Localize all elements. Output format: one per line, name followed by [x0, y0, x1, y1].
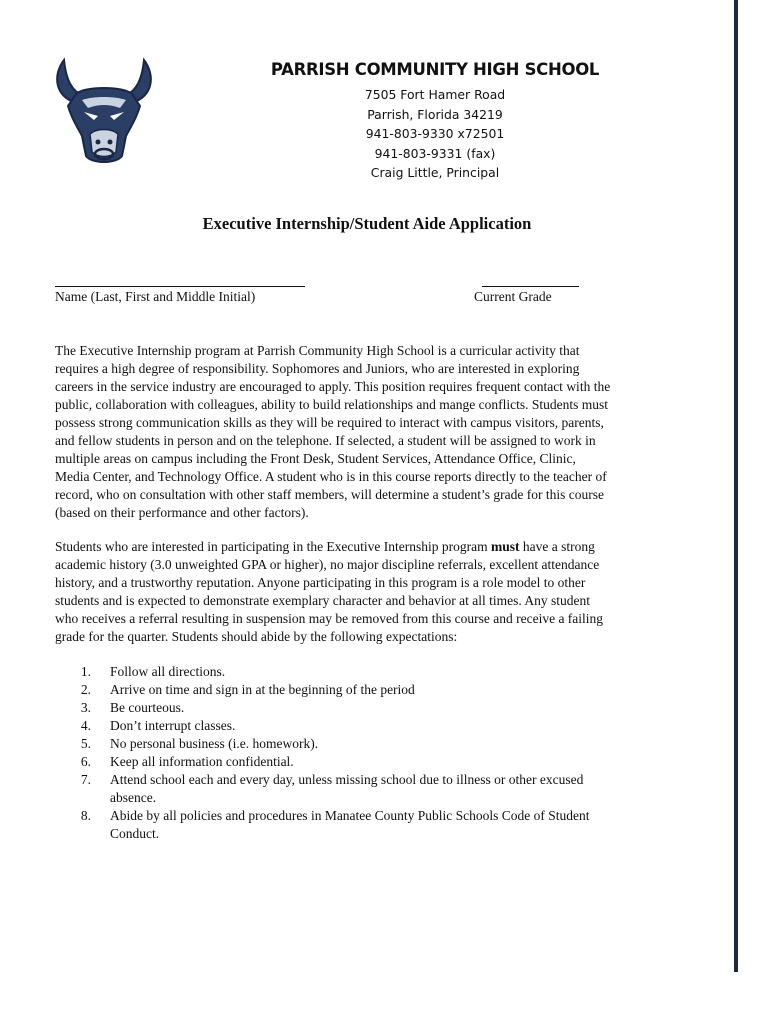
paragraph-line: and fellow students in person and on the telephone. If selected, a student will be assigned to work in [55, 433, 596, 448]
paragraph-line: The Executive Internship program at Parrish Community High School is a curricular activity that [55, 343, 580, 358]
school-name: PARRISH COMMUNITY HIGH SCHOOL [270, 60, 600, 79]
expectations-list [55, 663, 675, 843]
expectation-number: 8. [80, 808, 91, 823]
grade-field-label: Current Grade [474, 289, 552, 304]
expectation-text-line: Follow all directions. [110, 664, 226, 679]
expectation-number: 1. [80, 664, 91, 679]
paragraph-line: history, and a trustworthy reputation. Anyone participating in this program is a role model to other [55, 575, 586, 590]
expectation-text-line: No personal business (i.e. homework). [110, 736, 319, 751]
expectation-text-line: Don’t interrupt classes. [110, 718, 236, 733]
paragraph-line: multiple areas on campus including the Front Desk, Student Services, Attendance Office, Clinic, [55, 451, 576, 466]
name-field-line[interactable] [55, 286, 305, 287]
document-title: Executive Internship/Student Aide Application [202, 214, 532, 233]
paragraph-line: Students who are interested in participating in the Executive Internship program must have a strong [55, 539, 595, 554]
expectation-item [55, 735, 675, 753]
paragraph-line: who receives a referral resulting in suspension may be removed from this course and receive a failing [55, 611, 604, 626]
expectation-text-line: absence. [110, 790, 157, 805]
name-field-label: Name (Last, First and Middle Initial) [55, 289, 256, 304]
paragraph-line: requires a high degree of responsibility. Sophomores and Juniors, who are interested in exploring [55, 361, 580, 376]
grade-field-line[interactable] [482, 286, 579, 287]
expectation-text-line: Attend school each and every day, unless missing school due to illness or other excused [110, 772, 584, 787]
expectation-text [110, 717, 235, 735]
expectation-number: 4. [80, 718, 91, 733]
paragraph-line: public, collaboration with colleagues, ability to build relationships and mange conflicts. Students must [55, 397, 609, 412]
paragraph-line: students and is expected to demonstrate exemplary character and behavior at all times. Any student [55, 593, 590, 608]
fax-number: 941-803-9331 (fax) [374, 145, 496, 161]
paragraph-line: careers in the service industry are encouraged to apply. This position requires frequent contact with the [55, 379, 611, 394]
expectation-text-line: Conduct. [110, 826, 160, 841]
expectation-number: 6. [80, 754, 91, 769]
expectation-text [110, 699, 184, 717]
page-edge-rule [734, 0, 738, 972]
expectation-item [55, 681, 675, 699]
expectation-text [110, 807, 590, 843]
paragraph-line: academic history (3.0 unweighted GPA or higher), no major discipline referrals, excellent attendance [55, 557, 600, 572]
expectation-number: 2. [80, 682, 91, 697]
expectation-text-line: Arrive on time and sign in at the beginning of the period [110, 682, 415, 697]
letterhead [240, 60, 630, 183]
expectation-item [55, 663, 675, 681]
address-city: Parrish, Florida 34219 [367, 106, 503, 122]
expectation-item [55, 753, 675, 771]
emphasis-must: must [491, 539, 520, 554]
expectation-text [110, 771, 583, 807]
expectation-text [110, 663, 225, 681]
expectation-number: 5. [80, 736, 91, 751]
expectation-item [55, 699, 675, 717]
expectation-text-line: Abide by all policies and procedures in Manatee County Public Schools Code of Student [110, 808, 590, 823]
expectation-item [55, 771, 675, 807]
paragraph-line: record, who on consultation with other staff members, will determine a student’s grade for this course [55, 487, 604, 502]
address-street: 7505 Fort Hamer Road [364, 87, 506, 102]
expectation-number: 3. [80, 700, 91, 715]
paragraph-line: possess strong communication skills as they will be required to interact with campus visitors, parents, [55, 415, 604, 430]
bull-head-icon [50, 56, 158, 168]
paragraph-line: (based on their performance and other factors). [55, 505, 309, 520]
expectation-number: 7. [80, 772, 91, 787]
requirements-paragraph [55, 538, 680, 646]
expectation-text [110, 681, 415, 699]
expectation-text-line: Keep all information confidential. [110, 754, 294, 769]
program-description-paragraph [55, 342, 680, 522]
expectation-item [55, 717, 675, 735]
phone-number: 941-803-9330 x72501 [365, 126, 505, 142]
paragraph-line: grade for the quarter. Students should abide by the following expectations: [55, 629, 458, 644]
principal-name: Craig Little, Principal [370, 165, 500, 181]
paragraph-line: Media Center, and Technology Office. A student who is in this course reports directly to the teacher of [55, 469, 607, 484]
expectation-text [110, 753, 294, 771]
expectation-text [110, 735, 318, 753]
expectation-text-line: Be courteous. [110, 700, 185, 715]
expectation-item [55, 807, 675, 843]
